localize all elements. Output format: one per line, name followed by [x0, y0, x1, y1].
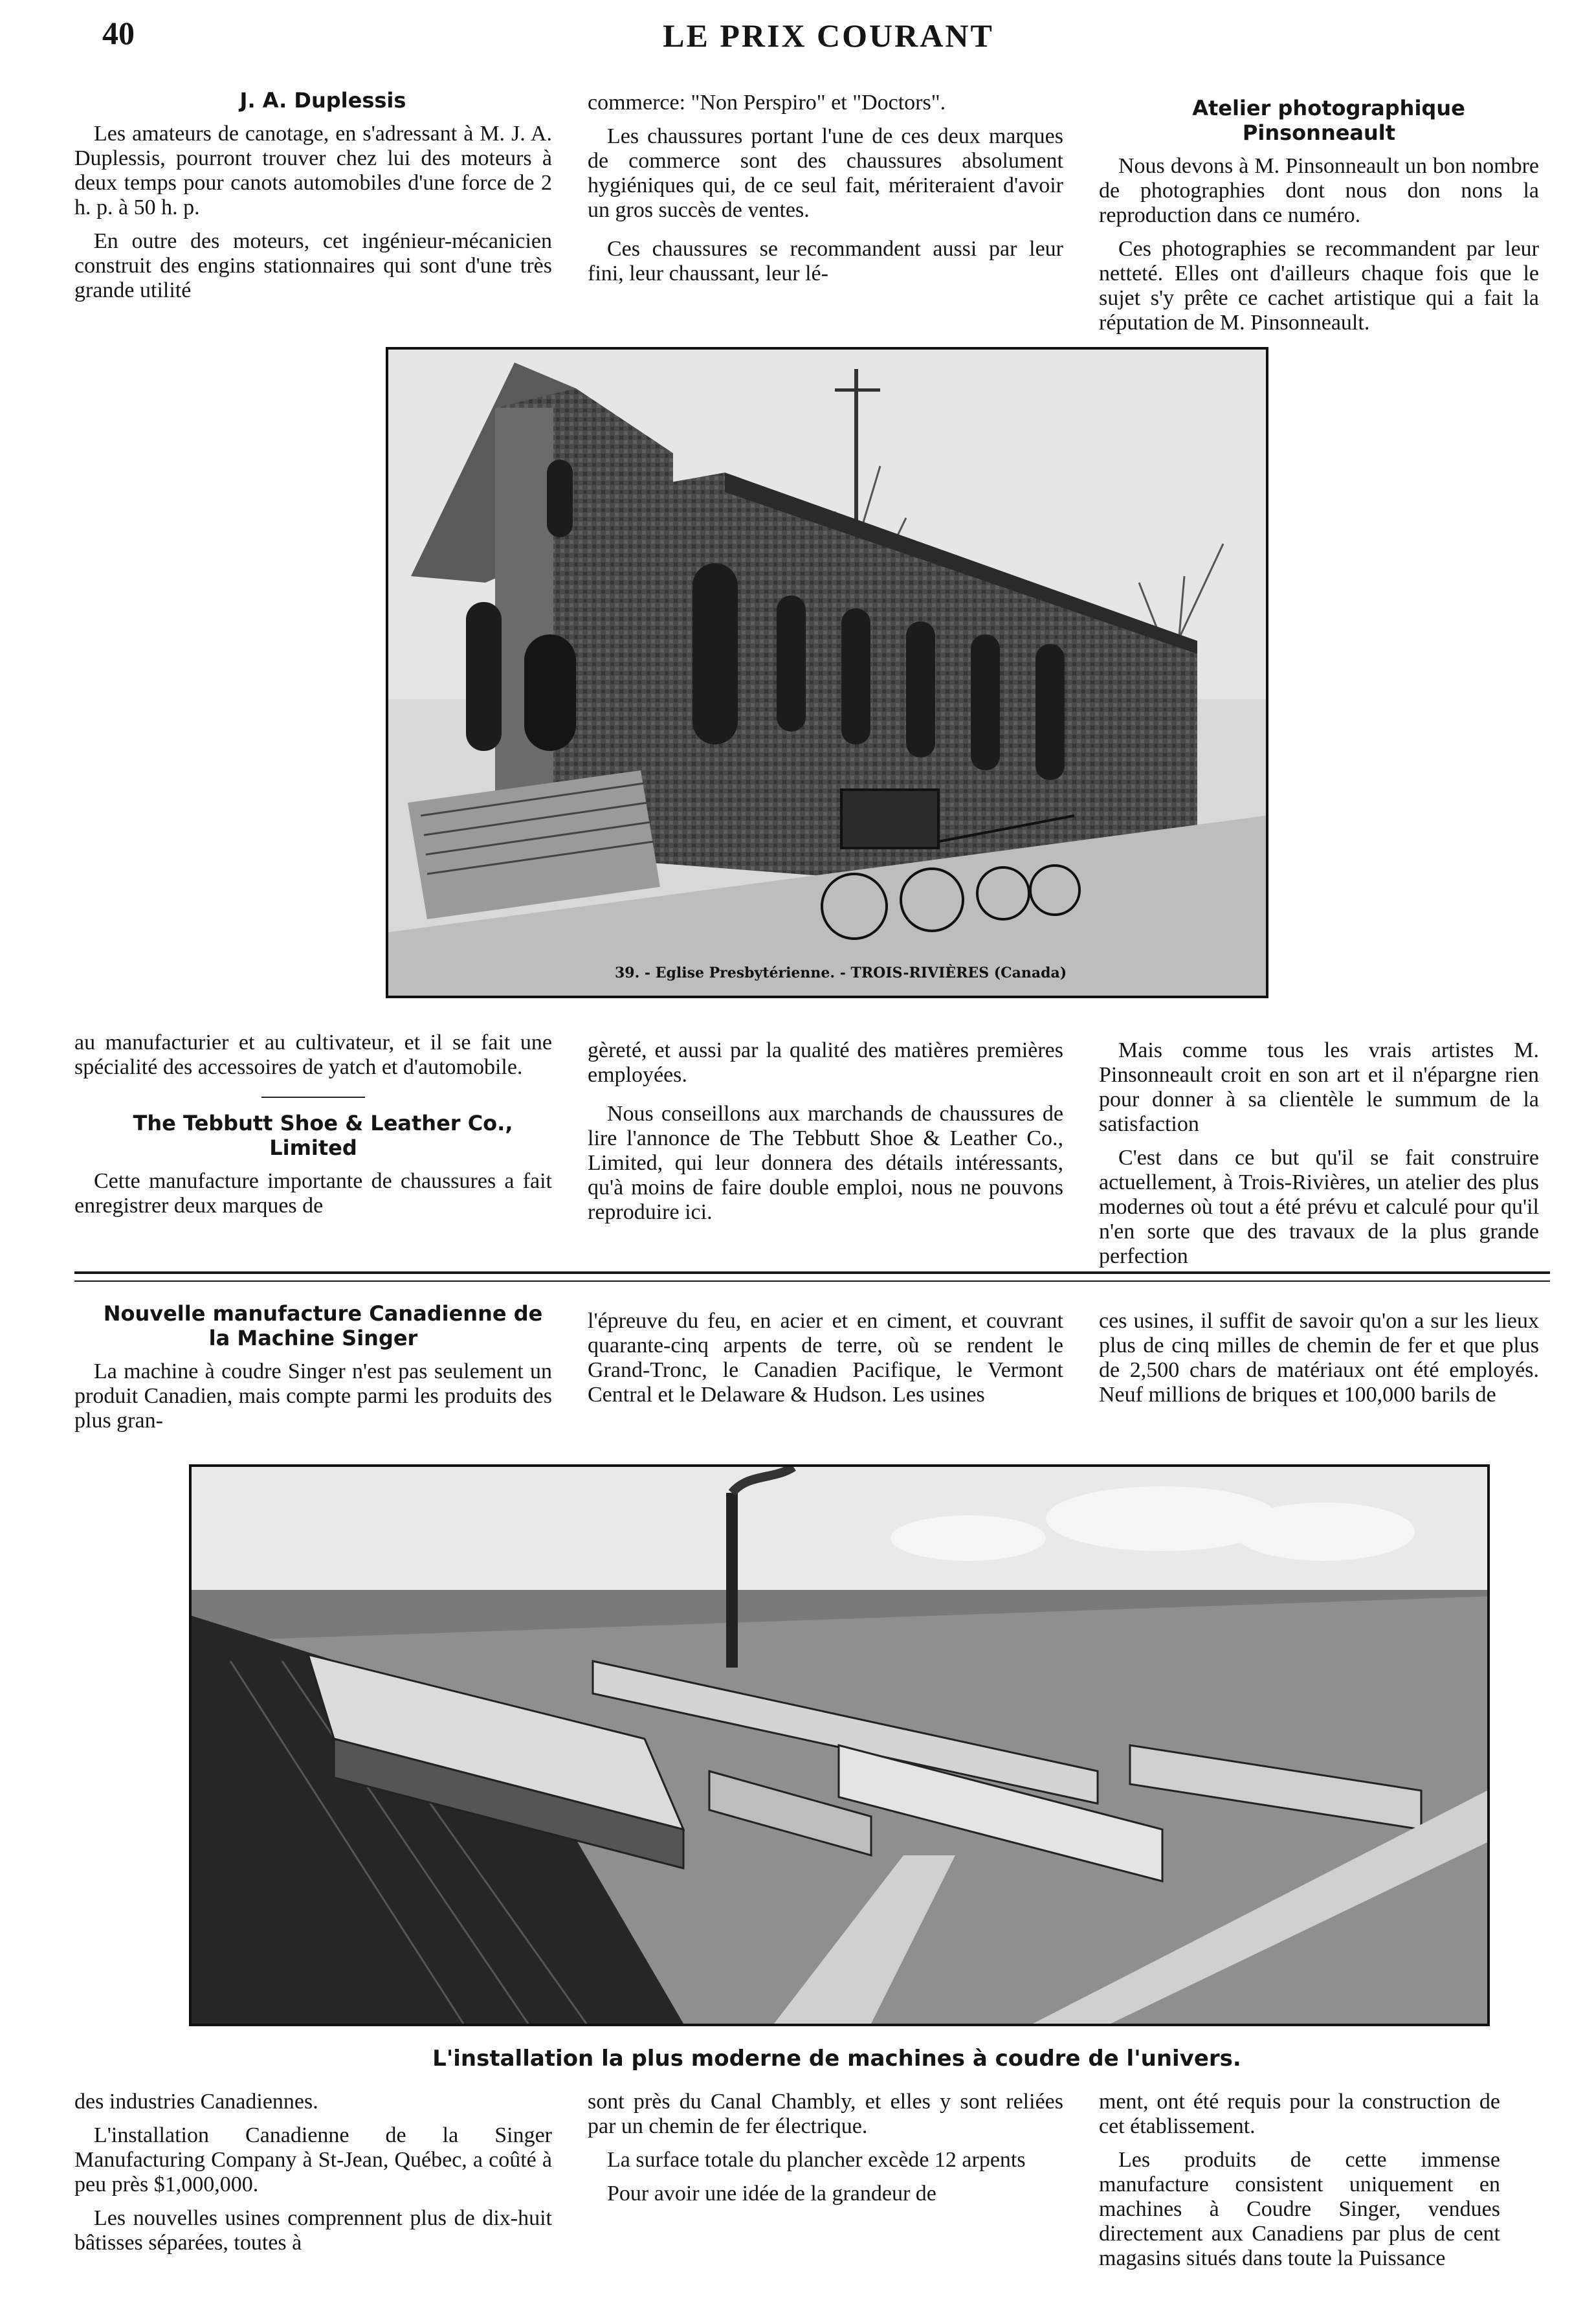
section-divider [74, 1271, 1550, 1274]
paragraph: L'installation Canadienne de la Singer Manufacturing Company à St-Jean, Québec, a coûté à peu près $1,000,000. [74, 2123, 552, 2196]
bottom-column-2 [588, 2090, 1063, 2215]
factory-photo [189, 1464, 1490, 2026]
paragraph: Ces photographies se recommandent par leur netteté. Elles ont d'ailleurs chaque fois que le sujet s'y prête ce cachet artistique qui a fait la réputation de M. Pinsonneault. [1099, 237, 1539, 335]
paragraph: ment, ont été requis pour la construction de cet établissement. [1099, 2090, 1500, 2138]
bottom-column-1 [74, 2090, 552, 2264]
singer-column-2 [588, 1309, 1063, 1416]
singer-column-3 [1099, 1309, 1539, 1416]
section-divider [74, 1280, 1550, 1282]
paragraph: Mais comme tous les vrais artistes M. Pinsonneault croit en son art et il n'épargne rien pour donner à sa clientèle le summum de la satisfaction [1099, 1038, 1539, 1136]
church-photo-caption: 39. - Eglise Presbytérienne. - TROIS-RIVIÈRES (Canada) [615, 965, 1067, 981]
paragraph: C'est dans ce but qu'il se fait construire actuellement, à Trois-Rivières, un atelier des plus modernes où tout a été prévu et calculé pour qu'il n'en sorte que des travaux de la plus grande perfection [1099, 1146, 1539, 1268]
article-heading-tebbutt: The Tebbutt Shoe & Leather Co., Limited [133, 1111, 513, 1160]
paragraph: commerce: "Non Perspiro" et "Doctors". [588, 91, 946, 115]
church-photo [386, 347, 1268, 998]
paragraph: l'épreuve du feu, en acier et en ciment, et couvrant quarante-cinq arpents de terre, où se rendent le Grand-Tronc, le Canadien Pacifique, le Vermont Central et le Delaware & Hudson. Les usines [588, 1309, 1063, 1407]
paragraph: Les produits de cette immense manufacture consistent uniquement en machines à Coudre Singer, vendues directement aux Canadiens par plus de cent magasins situés dans toute la Puissance [1099, 2148, 1500, 2270]
journal-title: LE PRIX COURANT [663, 17, 994, 54]
paragraph: Les chaussures portant l'une de ces deux marques de commerce sont des chaussures absolument hygiéniques qui, de ce seul fait, mériteraient d'avoir un gros succès de ventes. [588, 124, 1063, 222]
paragraph: gèreté, et aussi par la qualité des matières premières employées. [588, 1038, 1063, 1087]
page-number: 40 [102, 15, 135, 51]
article-heading-singer: Nouvelle manufacture Canadienne de la Machine Singer [103, 1301, 543, 1350]
paragraph: Les nouvelles usines comprennent plus de dix-huit bâtisses séparées, toutes à [74, 2206, 552, 2255]
paragraph: Cette manufacture importante de chaussures a fait enregistrer deux marques de [74, 1169, 552, 1218]
paragraph: ces usines, il suffit de savoir qu'on a sur les lieux plus de cinq milles de chemin de fer et que plus de 2,500 chars de matériaux ont été employés. Neuf millions de briques et 100,000 barils de [1099, 1309, 1539, 1407]
paragraph: Pour avoir une idée de la grandeur de [607, 2182, 936, 2206]
mid-column-2 [588, 1038, 1063, 1234]
paragraph: des industries Canadiennes. [74, 2090, 318, 2114]
paragraph: au manufacturier et au cultivateur, et il se fait une spécialité des accessoires de yatch et d'automobile. [74, 1031, 552, 1079]
paragraph: La machine à coudre Singer n'est pas seulement un produit Canadien, mais compte parmi les produits des plus gran- [74, 1359, 552, 1433]
article-heading-duplessis: J. A. Duplessis [239, 88, 406, 113]
factory-illustration [192, 1467, 1487, 2024]
singer-column-1 [74, 1301, 552, 1442]
bottom-column-3 [1099, 2090, 1500, 2280]
paragraph: Ces chaussures se recommandent aussi par leur fini, leur chaussant, leur lé- [588, 237, 1063, 285]
church-illustration [388, 350, 1266, 996]
paragraph: Nous devons à M. Pinsonneault un bon nombre de photographies dont nous don nons la reproduction dans ce numéro. [1099, 154, 1539, 227]
paragraph: sont près du Canal Chambly, et elles y sont reliées par un chemin de fer électrique. [588, 2090, 1063, 2138]
paragraph: En outre des moteurs, cet ingénieur-mécanicien construit des engins stationnaires qui sont d'une très grande utilité [74, 229, 552, 302]
mid-column-3 [1099, 1038, 1539, 1278]
mid-column-1 [74, 1031, 552, 1227]
divider [261, 1097, 365, 1098]
top-column-2 [588, 91, 1063, 295]
top-column-3 [1099, 96, 1539, 344]
paragraph: La surface totale du plancher excède 12 arpents [607, 2148, 1026, 2172]
article-heading-pinsonneault: Atelier photographique Pinsonneault [1192, 96, 1465, 145]
factory-photo-caption: L'installation la plus moderne de machines à coudre de l'univers. [432, 2046, 1241, 2072]
paragraph: Nous conseillons aux marchands de chaussures de lire l'annonce de The Tebbutt Shoe & Leather Co., Limited, qui leur donnera des détails intéressants, qu'à moins de faire double emploi, nous ne pouvons reproduire ici. [588, 1102, 1063, 1224]
paragraph: Les amateurs de canotage, en s'adressant à M. J. A. Duplessis, pourront trouver chez lui des moteurs à deux temps pour canots automobiles d'une force de 2 h. p. à 50 h. p. [74, 122, 552, 219]
top-column-1 [74, 88, 552, 312]
